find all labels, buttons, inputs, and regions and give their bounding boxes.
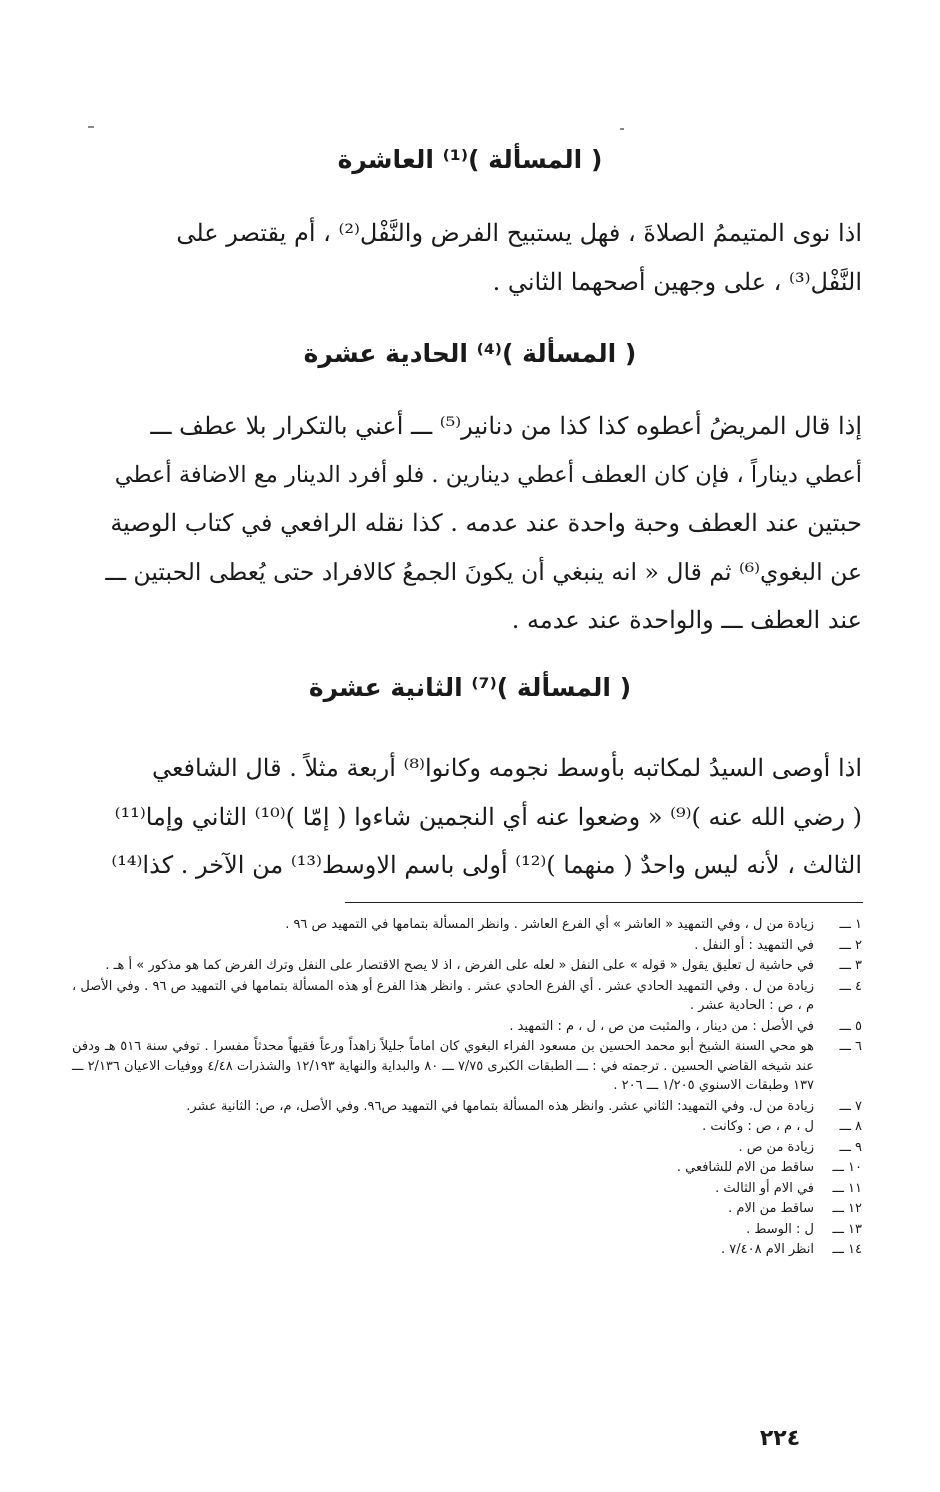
section-body-12 — [100, 744, 862, 890]
footnote-text: ل : الوسط . — [746, 1221, 814, 1237]
section-body-10 — [100, 209, 862, 306]
body-line: النَّفْل⁽³⁾ ، على وجهين أصحهما الثاني . — [492, 267, 862, 296]
section-heading-11: ( المسألة )⁽⁴⁾ الحادية عشرة — [303, 339, 637, 368]
footnotes — [72, 915, 862, 1261]
footnote-1 — [72, 915, 862, 935]
footnote-number: ١ ـــ — [839, 917, 862, 932]
scan-speck — [620, 128, 624, 130]
body-line: حبتين عند العطف وحبة واحدة عند عدمه . كذا نقله الرافعي في كتاب الوصية — [110, 509, 862, 537]
footnote-text: زيادة من ل ، وفي التمهيد « العاشر » أي الفرع العاشر . وانظر المسألة بتمامها في التمهيد ص ٩٦ . — [285, 917, 814, 932]
footnote-number: ٦ ـــ — [839, 1039, 862, 1054]
footnote-9 — [72, 1138, 862, 1158]
footnote-text: في التمهيد : أو النفل . — [694, 937, 814, 953]
footnote-text: هو محي السنة الشيخ أبو محمد الحسين بن مسعود الفراء البغوي كان اماماً جليلاً زاهداً ورعاً فقيهاً محدثاً مفسرا . توفي سنة ٥١٦ هـ ودفن عند شيخه القاضي الحسين . ترجمته في : ـــ الطبقات الكبرى ٧/٧٥ ـــ ٨٠ والبداية والنهاية ١٢/١٩٣ والشذرات ٤/٤٨ ووفيات الاعيان ٢/١٣٦ ـــ ١٣٧ وطبقات الاسنوي ١/٢٠٥ ـــ ٢٠٦ . — [72, 1039, 815, 1093]
footnote-number: ٣ ـــ — [839, 958, 862, 973]
body-line: عند العطف ـــ والواحدة عند عدمه . — [511, 606, 862, 634]
footnote-number: ٤ ـــ — [839, 978, 862, 994]
footnote-8 — [72, 1117, 862, 1137]
body-line: أعطي ديناراً ، فإن كان العطف أعطي دينارين . فلو أفرد الدينار مع الاضافة أعطي — [114, 461, 862, 488]
footnote-number: ٢ ـــ — [839, 937, 862, 953]
footnote-number: ١٢ ـــ — [832, 1201, 862, 1216]
footnote-4 — [72, 977, 862, 1016]
footnote-text: ل ، م ، ص : وكانت . — [702, 1119, 814, 1134]
body-line: الثالث ، لأنه ليس واحدٌ ( منهما )⁽¹²⁾ أولى باسم الاوسط⁽¹³⁾ من الآخر . كذا⁽¹⁴⁾ — [111, 851, 862, 879]
footnote-text: زيادة من ل . وفي التمهيد الحادي عشر . أي الفرع الحادي عشر . وانظر هذا الفرع أو هذه المسألة بتمامها في التمهيد ص ٩٦ . وفي الأصل ، م ، ص : الحادية عشر . — [72, 978, 814, 1013]
footnote-13 — [72, 1220, 862, 1240]
footnote-14 — [72, 1240, 862, 1260]
section-body-11 — [100, 402, 862, 645]
section-heading-10: ( المسألة )⁽¹⁾ العاشرة — [337, 145, 603, 174]
footnote-text: في الام أو الثالث . — [715, 1180, 814, 1196]
footnote-3 — [72, 956, 862, 976]
footnote-number: ١٤ ـــ — [832, 1242, 862, 1257]
section-heading-12: ( المسألة )⁽⁷⁾ الثانية عشرة — [308, 673, 632, 702]
footnote-number: ٥ ـــ — [839, 1018, 862, 1034]
scan-speck — [88, 126, 94, 128]
body-line: إذا قال المريضُ أعطوه كذا كذا من دنانير⁽⁵⁾ ـــ أعني بالتكرار بلا عطف ـــ — [150, 412, 862, 440]
body-line: عن البغوي⁽⁶⁾ ثم قال « انه ينبغي أن يكونَ الجمعُ كالافراد حتى يُعطى الحبتين ـــ — [105, 557, 862, 586]
footnote-text: ساقط من الام للشافعي . — [676, 1160, 814, 1175]
footnote-number: ٧ ـــ — [839, 1098, 862, 1114]
footnote-number: ١٠ ـــ — [832, 1160, 862, 1175]
footnote-number: ١٣ ـــ — [832, 1221, 862, 1237]
footnote-text: انظر الام ٧/٤٠٨ . — [721, 1242, 814, 1257]
footnote-10 — [72, 1158, 862, 1178]
footnote-text: ساقط من الام . — [728, 1201, 814, 1216]
footnote-separator — [345, 902, 863, 903]
footnote-number: ٩ ـــ — [839, 1139, 862, 1155]
footnote-6 — [72, 1037, 862, 1096]
footnote-text: زيادة من ل. وفي التمهيد: الثاني عشر. وانظر هذه المسألة بتمامها في التمهيد ص٩٦. وفي الأصل، م، ص: الثانية عشر. — [186, 1098, 814, 1114]
footnote-text: في الأصل : من دينار ، والمثبت من ص ، ل ، م : التمهيد . — [509, 1018, 814, 1034]
footnote-5 — [72, 1017, 862, 1037]
footnote-number: ١١ ـــ — [832, 1180, 862, 1196]
page-number: ٢٢٤ — [759, 1426, 801, 1451]
body-line: ( رضي الله عنه )⁽⁹⁾ « وضعوا عنه أي النجمين شاءوا ( إمّا )⁽¹⁰⁾ الثاني وإما⁽¹¹⁾ — [114, 802, 862, 831]
body-line: اذا أوصى السيدُ لمكاتبه بأوسط نجومه وكانوا⁽⁸⁾ أربعة مثلاً . قال الشافعي — [151, 754, 862, 782]
footnote-7 — [72, 1097, 862, 1117]
footnote-text: في حاشية ل تعليق يقول « قوله » على النفل « لعله على الفرض ، اذ لا يصح الاقتصار على النفل وترك الفرض كما هو مذكور » أ هـ . — [105, 958, 814, 973]
footnote-11 — [72, 1179, 862, 1199]
footnote-2 — [72, 936, 862, 956]
body-line: اذا نوى المتيممُ الصلاةَ ، فهل يستبيح الفرض والنَّفْل⁽²⁾ ، أم يقتصر على — [176, 219, 862, 247]
footnote-12 — [72, 1199, 862, 1219]
footnote-text: زيادة من ص . — [738, 1139, 814, 1155]
footnote-number: ٨ ـــ — [839, 1119, 862, 1134]
